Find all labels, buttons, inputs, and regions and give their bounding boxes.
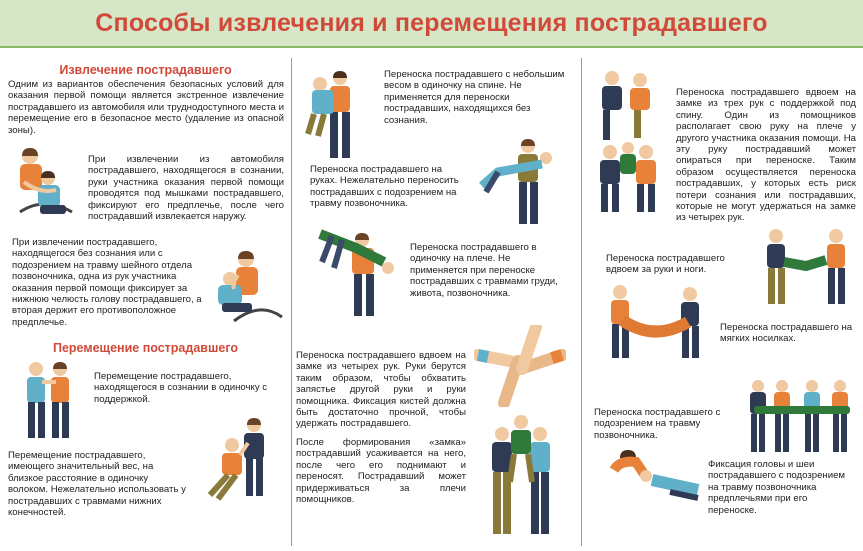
shoulder-carry-text: Переноска пострадавшего в одиночку на плече. Не применяется при переноске пострадавших с травмами груди, живота, позвоночника. <box>410 242 558 299</box>
drag-text: Перемещение пострадавшего, имеющего значительный вес, на близкое расстояние в одиночку волоком. Нежелательно использовать у пострадавших с травмами нижних конечностей. <box>8 450 186 519</box>
hands-lock-icon <box>474 325 566 407</box>
arms-legs-illustration <box>762 226 856 308</box>
car-extraction-illustration <box>10 142 78 230</box>
arms-carry-illustration <box>474 136 570 228</box>
jaw-fixation-illustration <box>210 245 284 325</box>
spine-injury-text: Переноска пострадавшего с подозрением на травму позвоночника. <box>594 407 721 441</box>
head-fixation-text: Фиксация головы и шеи пострадавшего с подозрением на травму позвоночника предплечьями при его переноске. <box>708 459 846 516</box>
arms-carry-text: Переноска пострадавшего на руках. Нежелательно переносить пострадавших с подозрением на травму позвоночника. <box>310 164 459 210</box>
soft-stretcher-text: Переноска пострадавшего на мягких носилках. <box>720 322 853 345</box>
unconscious-extraction-text: При извлечении пострадавшего, находящегося без сознания или с подозрением на травму шейного отдела позвоночника, одна из рук участника оказания первой помощи фиксирует за нижнюю челюсть голову пострадавшего, а вторая держит его противоположное предплечье. <box>12 237 202 328</box>
soft-stretcher-illustration <box>598 282 710 362</box>
column-divider-2 <box>581 58 582 546</box>
section-title-movement: Перемещение пострадавшего <box>52 341 239 355</box>
page-title: Способы извлечения и перемещения пострадавшего <box>95 9 768 37</box>
head-fixation-illustration <box>600 440 702 512</box>
car-extraction-text: При извлечении из автомобиля пострадавшего, находящегося в сознании, руки участника оказания первой помощи проводятся под мышками пострадавшего, фиксируют его предплечье, после чего пострадавший извлекается наружу. <box>88 154 284 223</box>
after-lock-text: После формирования «замка» пострадавший усаживается на него, после чего его поднимают и переносят. Пострадавший может придерживаться за плечи помощников. <box>296 437 466 506</box>
four-hand-lock-text: Переноска пострадавшего вдвоем на замке из четырех рук. Руки берутся таким образом, чтобы обхватить запястье другой руки и руки помощника. Фиксация кистей должна быть достаточно прочной, чтобы удержать пострадавшего. <box>296 350 466 430</box>
drag-illustration <box>192 415 284 507</box>
four-hand-carry-illustration <box>474 412 566 540</box>
shoulder-carry-illustration <box>312 222 400 322</box>
back-carry-text: Переноска пострадавшего с небольшим весом в одиночку на спине. Не применяется для переноски пострадавших, находящихся без сознания. <box>384 69 565 126</box>
section-title-extraction: Извлечение пострадавшего <box>59 63 232 77</box>
single-support-illustration <box>14 360 84 442</box>
three-hand-lock-text: Переноска пострадавшего вдвоем на замке из трех рук с поддержкой под спину. Один из помощников располагает свою руку на плече у другого участника оказания помощи. На эту руку пострадавший может опираться при переноске. Таким образом осуществляется переноска пострадавших, у которых есть риск потери сознания или пострадавших, которые не могут удержаться на замке из четырех рук. <box>676 87 856 224</box>
intro-text: Одним из вариантов обеспечения безопасных условий для оказания первой помощи является экстренное извлечение пострадавшего из автомобиля или труднодоступного места и перемещение его в безопасное место (удаление из опасной зоны). <box>8 79 284 136</box>
column-divider-1 <box>291 58 292 546</box>
three-hand-lock-illustration <box>590 68 668 216</box>
arms-legs-text: Переноска пострадавшего вдвоем за руки и ноги. <box>606 253 725 276</box>
header-banner <box>0 0 863 48</box>
back-carry-illustration <box>300 68 374 164</box>
single-support-text: Перемещение пострадавшего, находящегося в сознании в одиночку с поддержкой. <box>94 371 268 405</box>
spine-injury-carry-illustration <box>746 376 856 456</box>
